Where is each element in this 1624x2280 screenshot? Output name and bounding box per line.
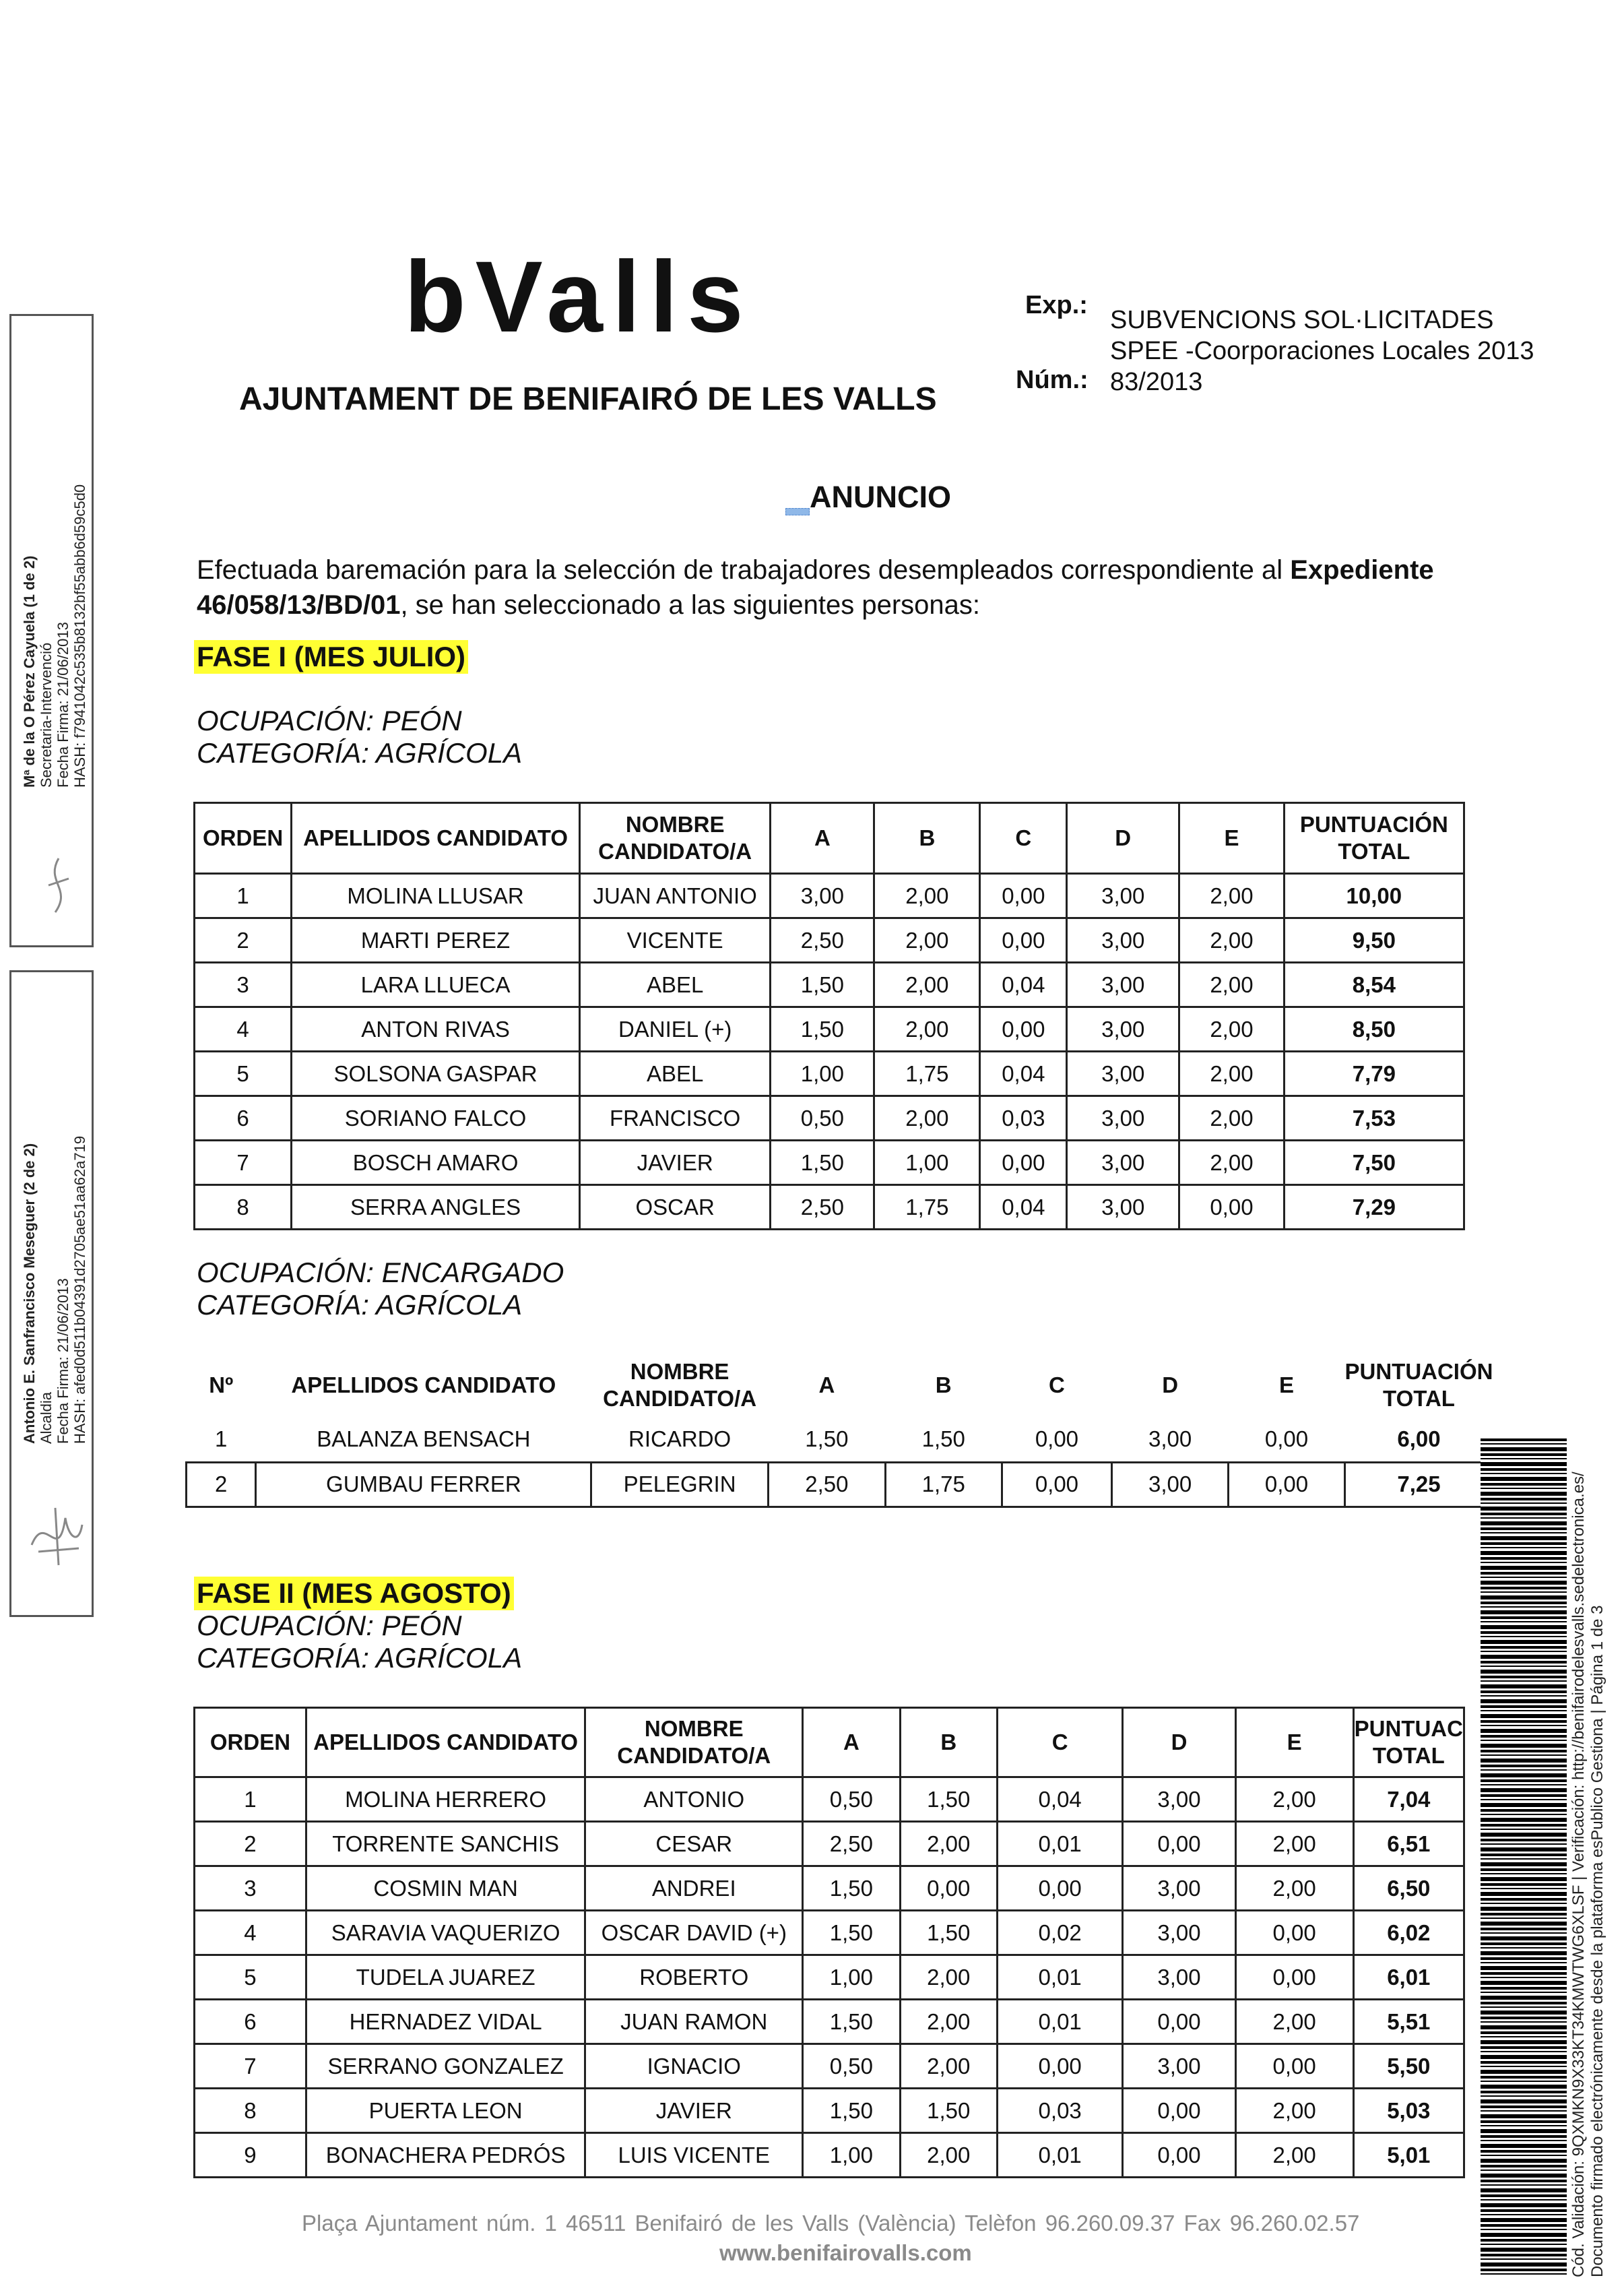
table-cell: 2,00	[1235, 2133, 1353, 2178]
table-cell: 6	[195, 2000, 306, 2044]
table-cell: 2,50	[771, 918, 874, 963]
table-cell: ROBERTO	[585, 1955, 803, 2000]
table-cell: 6	[195, 1096, 292, 1141]
table-cell: 2,00	[1179, 963, 1285, 1007]
table-cell: 0,00	[1123, 2089, 1235, 2133]
table-cell: 1,00	[803, 1955, 900, 2000]
phase-2-peon-table	[193, 1707, 1465, 2178]
signature-box-2	[9, 970, 94, 1617]
column-header: E	[1179, 803, 1285, 874]
table-cell: 5	[195, 1955, 306, 2000]
signer-name: Mª de la O Pérez Cayuela (1 de 2)	[21, 555, 38, 788]
table-row	[195, 1911, 1464, 1955]
table-cell: FRANCISCO	[579, 1096, 770, 1141]
intro-expediente: Expediente 46/058/13/BD/01	[197, 555, 1434, 620]
table-cell: 1,50	[803, 1911, 900, 1955]
verification-line-2: Documento firmado electrónicamente desde la plataforma esPublico Gestiona | Página 1 de 3	[1588, 1605, 1606, 2277]
table-cell: 2,00	[1235, 1777, 1353, 1822]
table-row	[195, 1955, 1464, 2000]
table-cell: 3,00	[1067, 874, 1179, 918]
signature-text-1	[21, 484, 88, 788]
table-cell: 3,00	[1067, 963, 1179, 1007]
column-header: A	[771, 803, 874, 874]
table-cell: 0,00	[1229, 1462, 1345, 1507]
table-cell: 0,03	[980, 1096, 1067, 1141]
exp-line-1: SUBVENCIONS SOL·LICITADES	[1110, 306, 1494, 334]
table-cell: 3,00	[1123, 1866, 1235, 1911]
table-cell: 2	[195, 1822, 306, 1866]
table-cell: LUIS VICENTE	[585, 2133, 803, 2178]
table-cell: 2,00	[1179, 1007, 1285, 1052]
table-cell: 2,50	[768, 1462, 885, 1507]
table-cell: 1,50	[771, 1141, 874, 1185]
exp-line-2: SPEE -Coorporaciones Locales 2013	[1110, 337, 1534, 365]
total-score-cell: 7,04	[1353, 1777, 1464, 1822]
table-cell: 2,00	[900, 1822, 997, 1866]
table-cell: RICARDO	[628, 1426, 732, 1452]
table-cell: 0,00	[1235, 1955, 1353, 2000]
table-cell: 0,00	[980, 1007, 1067, 1052]
column-header: APELLIDOS CANDIDATO	[292, 803, 580, 874]
table-row	[195, 1866, 1464, 1911]
table-cell: 0,50	[771, 1096, 874, 1141]
table-cell: 2,00	[874, 874, 980, 918]
table-cell: 4	[195, 1911, 306, 1955]
table-cell: 2,00	[1235, 1822, 1353, 1866]
column-header: PUNTUACIÓN TOTAL	[1284, 803, 1464, 874]
table-cell: 0,01	[997, 1955, 1122, 2000]
table-cell: 5	[195, 1052, 292, 1096]
column-header: NOMBRE CANDIDATO/A	[603, 1359, 757, 1411]
column-header: Nº	[209, 1372, 234, 1397]
table-cell: SOLSONA GASPAR	[292, 1052, 580, 1096]
column-header: ORDEN	[195, 803, 292, 874]
table-cell: BALANZA BENSACH	[317, 1426, 531, 1452]
verification-line-1: Cód. Validación: 9QXMKN9X33KT34KMWTWG6XLSF | Verificación: http://benifairodelesvalls.sedelectronica.es/	[1569, 1471, 1588, 2277]
table-cell: 1,50	[900, 2089, 997, 2133]
column-header: E	[1235, 1708, 1353, 1777]
table-cell: 0,00	[1264, 1426, 1309, 1452]
phase-1-group-1-categoria: CATEGORÍA: AGRÍCOLA	[197, 737, 523, 769]
column-header: A	[818, 1372, 835, 1397]
table-cell: 0,00	[980, 1141, 1067, 1185]
document-title: ANUNCIO	[810, 480, 951, 514]
phase-1-group-2-ocupacion: OCUPACIÓN: ENCARGADO	[197, 1257, 564, 1288]
table-cell: 2,00	[874, 918, 980, 963]
table-cell: 2,00	[1235, 2089, 1353, 2133]
table-cell: 2,00	[1179, 1096, 1285, 1141]
total-score-cell: 6,02	[1353, 1911, 1464, 1955]
phase-1-encargado-table	[185, 1353, 1494, 1508]
table-row	[195, 1096, 1464, 1141]
table-row	[187, 1462, 1493, 1507]
table-cell: CESAR	[585, 1822, 803, 1866]
table-cell: 0,00	[1123, 2000, 1235, 2044]
table-cell: 0,50	[803, 2044, 900, 2089]
table-cell: 0,00	[980, 918, 1067, 963]
anchor-marker	[785, 508, 810, 515]
table-cell: 1,50	[900, 1911, 997, 1955]
exp-value	[1110, 305, 1534, 398]
table-cell: 3,00	[1123, 1777, 1235, 1822]
table-row	[187, 1418, 1493, 1462]
num-label: Núm.:	[1016, 366, 1089, 394]
total-score-cell: 7,50	[1284, 1141, 1464, 1185]
table-cell: 0,00	[900, 1866, 997, 1911]
signer-name: Antonio E. Sanfrancisco Meseguer (2 de 2)	[21, 1143, 38, 1444]
table-cell: 0,01	[997, 2000, 1122, 2044]
footer-address: Plaça Ajuntament núm. 1 46511 Benifairó de les Valls (València) Telèfon 96.260.09.37 Fax 96.260.02.57	[302, 2211, 1360, 2236]
column-header: C	[997, 1708, 1122, 1777]
table-cell: 2,00	[1179, 918, 1285, 963]
table-cell: 2,00	[1179, 874, 1285, 918]
table-cell: 3	[195, 963, 292, 1007]
total-score-cell: 6,01	[1353, 1955, 1464, 2000]
table-cell: VICENTE	[579, 918, 770, 963]
table-cell: 0,02	[997, 1911, 1122, 1955]
table-cell: 3,00	[1123, 1911, 1235, 1955]
table-cell: 0,00	[997, 1866, 1122, 1911]
phase-1-group-1-ocupacion: OCUPACIÓN: PEÓN	[197, 705, 462, 736]
table-cell: ANTONIO	[585, 1777, 803, 1822]
total-score-cell: 6,50	[1353, 1866, 1464, 1911]
table-cell: 3,00	[771, 874, 874, 918]
table-cell: 1,50	[900, 1777, 997, 1822]
column-header: ORDEN	[195, 1708, 306, 1777]
table-cell: 3,00	[1148, 1426, 1192, 1452]
total-score-cell: 5,03	[1353, 2089, 1464, 2133]
phase-2-ocupacion: OCUPACIÓN: PEÓN	[197, 1610, 462, 1641]
table-cell: PUERTA LEON	[306, 2089, 585, 2133]
column-header: C	[980, 803, 1067, 874]
total-score-cell: 7,79	[1284, 1052, 1464, 1096]
total-score-cell: 6,00	[1397, 1426, 1441, 1452]
table-cell: 1,50	[805, 1426, 849, 1452]
table-cell: 0,01	[997, 1822, 1122, 1866]
table-cell: 0,04	[997, 1777, 1122, 1822]
table-cell: BONACHERA PEDRÓS	[306, 2133, 585, 2178]
signature-box-1	[9, 314, 94, 947]
phase-1-peon-table	[193, 802, 1465, 1230]
table-cell: 0,00	[1235, 2044, 1353, 2089]
signature-date: Fecha Firma: 21/06/2013	[55, 1278, 71, 1444]
table-row	[195, 2089, 1464, 2133]
table-cell: 0,00	[1235, 1911, 1353, 1955]
table-row	[195, 1185, 1464, 1230]
table-cell: 2,00	[1235, 1866, 1353, 1911]
table-cell: 3,00	[1067, 1007, 1179, 1052]
table-cell: 3,00	[1067, 1185, 1179, 1230]
total-score-cell: 9,50	[1284, 918, 1464, 963]
total-score-cell: 7,25	[1344, 1462, 1493, 1507]
organization-name: AJUNTAMENT DE BENIFAIRÓ DE LES VALLS	[239, 381, 937, 417]
total-score-cell: 7,29	[1284, 1185, 1464, 1230]
table-cell: 2,50	[803, 1822, 900, 1866]
table-cell: 3,00	[1067, 1052, 1179, 1096]
column-header: PUNTUAC TOTAL	[1353, 1708, 1464, 1777]
verification-text	[1569, 1471, 1607, 2277]
table-cell: 1,75	[874, 1185, 980, 1230]
table-cell: 0,00	[1035, 1426, 1079, 1452]
table-row	[195, 1822, 1464, 1866]
num-value: 83/2013	[1110, 368, 1203, 396]
table-cell: 2,00	[1235, 2000, 1353, 2044]
column-header: B	[900, 1708, 997, 1777]
table-cell: 0,00	[980, 874, 1067, 918]
table-cell: 0,00	[997, 2044, 1122, 2089]
phase-2-label: FASE II (MES AGOSTO)	[194, 1577, 514, 1610]
table-cell: ABEL	[579, 963, 770, 1007]
table-cell: ANTON RIVAS	[292, 1007, 580, 1052]
column-header: APELLIDOS CANDIDATO	[291, 1372, 556, 1397]
handwritten-signature-2	[25, 1498, 86, 1581]
total-score-cell: 5,01	[1353, 2133, 1464, 2178]
column-header: D	[1162, 1372, 1179, 1397]
table-cell: 1,50	[803, 1866, 900, 1911]
total-score-cell: 5,51	[1353, 2000, 1464, 2044]
total-score-cell: 5,50	[1353, 2044, 1464, 2089]
table-cell: 1	[195, 1777, 306, 1822]
table-row	[195, 918, 1464, 963]
table-row	[195, 963, 1464, 1007]
column-header: C	[1049, 1372, 1065, 1397]
table-cell: LARA LLUECA	[292, 963, 580, 1007]
table-cell: 3	[195, 1866, 306, 1911]
table-cell: COSMIN MAN	[306, 1866, 585, 1911]
table-cell: 0,03	[997, 2089, 1122, 2133]
table-cell: 7	[195, 1141, 292, 1185]
table-cell: MARTI PEREZ	[292, 918, 580, 963]
table-cell: 2,00	[1179, 1141, 1285, 1185]
table-cell: 1,75	[874, 1052, 980, 1096]
exp-label: Exp.:	[1025, 291, 1088, 319]
logo: bValls	[404, 240, 753, 353]
table-cell: 0,00	[1123, 1822, 1235, 1866]
table-cell: 2,50	[771, 1185, 874, 1230]
table-cell: 1,00	[771, 1052, 874, 1096]
column-header: D	[1123, 1708, 1235, 1777]
table-cell: ANDREI	[585, 1866, 803, 1911]
total-score-cell: 8,50	[1284, 1007, 1464, 1052]
table-cell: 2,00	[900, 1955, 997, 2000]
intro-text-2: , se han seleccionado a las siguientes personas:	[400, 590, 980, 620]
table-cell: MOLINA HERRERO	[306, 1777, 585, 1822]
table-cell: 2,00	[900, 2133, 997, 2178]
table-cell: 1,00	[874, 1141, 980, 1185]
table-cell: 2	[195, 918, 292, 963]
table-row	[195, 1007, 1464, 1052]
table-cell: 0,04	[980, 1185, 1067, 1230]
column-header: PUNTUACIÓN TOTAL	[1344, 1359, 1493, 1411]
table-cell: 0,00	[1123, 2133, 1235, 2178]
signature-hash: HASH: f7941042c535b8132bf55abb6d59c5d0	[71, 484, 88, 788]
column-header: NOMBRE CANDIDATO/A	[579, 803, 770, 874]
handwritten-signature-1	[38, 855, 79, 925]
footer-website: www.benifairovalls.com	[719, 2240, 972, 2265]
table-cell: TUDELA JUAREZ	[306, 1955, 585, 2000]
table-row	[195, 874, 1464, 918]
column-header: B	[874, 803, 980, 874]
table-row	[195, 2044, 1464, 2089]
intro-text-1: Efectuada baremación para la selección de trabajadores desempleados correspondiente al	[197, 555, 1291, 585]
table-cell: 1,50	[921, 1426, 965, 1452]
table-cell: SORIANO FALCO	[292, 1096, 580, 1141]
table-cell: 3,00	[1067, 1096, 1179, 1141]
table-cell: TORRENTE SANCHIS	[306, 1822, 585, 1866]
table-cell: 0,00	[1179, 1185, 1285, 1230]
table-cell: GUMBAU FERRER	[256, 1462, 591, 1507]
signature-hash: HASH: afed0d511b04391d2705ae51aa62a719	[71, 1135, 88, 1444]
table-cell: 7	[195, 2044, 306, 2089]
table-cell: 1,75	[885, 1462, 1002, 1507]
table-cell: SERRANO GONZALEZ	[306, 2044, 585, 2089]
table-row	[195, 2000, 1464, 2044]
table-cell: JUAN RAMON	[585, 2000, 803, 2044]
table-cell: 2,00	[900, 2044, 997, 2089]
signer-role: Alcaldia	[38, 1391, 55, 1444]
table-cell: 2,00	[874, 1007, 980, 1052]
table-cell: 1	[195, 874, 292, 918]
table-cell: MOLINA LLUSAR	[292, 874, 580, 918]
table-cell: 2,00	[874, 963, 980, 1007]
table-row	[195, 2133, 1464, 2178]
column-header: D	[1067, 803, 1179, 874]
table-cell: 4	[195, 1007, 292, 1052]
table-cell: PELEGRIN	[591, 1462, 769, 1507]
total-score-cell: 10,00	[1284, 874, 1464, 918]
table-cell: 0,01	[997, 2133, 1122, 2178]
table-cell: 1	[215, 1426, 228, 1452]
table-cell: 8	[195, 2089, 306, 2133]
table-cell: 1,00	[803, 2133, 900, 2178]
table-cell: 3,00	[1123, 1955, 1235, 2000]
table-cell: SARAVIA VAQUERIZO	[306, 1911, 585, 1955]
table-cell: 2	[187, 1462, 256, 1507]
table-cell: OSCAR	[579, 1185, 770, 1230]
table-cell: SERRA ANGLES	[292, 1185, 580, 1230]
table-cell: 3,00	[1112, 1462, 1229, 1507]
table-cell: JAVIER	[585, 2089, 803, 2133]
total-score-cell: 7,53	[1284, 1096, 1464, 1141]
signature-date: Fecha Firma: 21/06/2013	[55, 622, 71, 788]
table-cell: 2,00	[1179, 1052, 1285, 1096]
table-cell: IGNACIO	[585, 2044, 803, 2089]
table-cell: ABEL	[579, 1052, 770, 1096]
column-header: E	[1279, 1372, 1295, 1397]
table-cell: DANIEL (+)	[579, 1007, 770, 1052]
table-cell: 0,00	[1002, 1462, 1112, 1507]
column-header: APELLIDOS CANDIDATO	[306, 1708, 585, 1777]
table-cell: 8	[195, 1185, 292, 1230]
total-score-cell: 6,51	[1353, 1822, 1464, 1866]
phase-1-label: FASE I (MES JULIO)	[194, 640, 468, 674]
intro-paragraph	[197, 552, 1497, 623]
column-header: A	[803, 1708, 900, 1777]
column-header: NOMBRE CANDIDATO/A	[585, 1708, 803, 1777]
table-row	[195, 1052, 1464, 1096]
table-cell: 2,00	[900, 2000, 997, 2044]
table-cell: 3,00	[1067, 918, 1179, 963]
column-header: B	[935, 1372, 952, 1397]
table-cell: 9	[195, 2133, 306, 2178]
table-cell: BOSCH AMARO	[292, 1141, 580, 1185]
table-row	[195, 1141, 1464, 1185]
table-cell: 3,00	[1067, 1141, 1179, 1185]
table-cell: HERNADEZ VIDAL	[306, 2000, 585, 2044]
table-cell: 0,50	[803, 1777, 900, 1822]
phase-1-group-2-categoria: CATEGORÍA: AGRÍCOLA	[197, 1289, 523, 1321]
table-row	[195, 1777, 1464, 1822]
total-score-cell: 8,54	[1284, 963, 1464, 1007]
table-cell: 1,50	[771, 1007, 874, 1052]
table-cell: 0,04	[980, 963, 1067, 1007]
table-cell: JAVIER	[579, 1141, 770, 1185]
table-cell: 2,00	[874, 1096, 980, 1141]
table-cell: 1,50	[803, 2000, 900, 2044]
table-cell: 1,50	[771, 963, 874, 1007]
signature-text-2	[21, 1136, 88, 1444]
phase-2-categoria: CATEGORÍA: AGRÍCOLA	[197, 1642, 523, 1674]
signer-role: Secretaria-Intervenció	[38, 642, 55, 788]
table-cell: OSCAR DAVID (+)	[585, 1911, 803, 1955]
table-cell: 3,00	[1123, 2044, 1235, 2089]
barcode	[1481, 1438, 1567, 2277]
table-cell: JUAN ANTONIO	[579, 874, 770, 918]
table-cell: 1,50	[803, 2089, 900, 2133]
table-cell: 0,04	[980, 1052, 1067, 1096]
